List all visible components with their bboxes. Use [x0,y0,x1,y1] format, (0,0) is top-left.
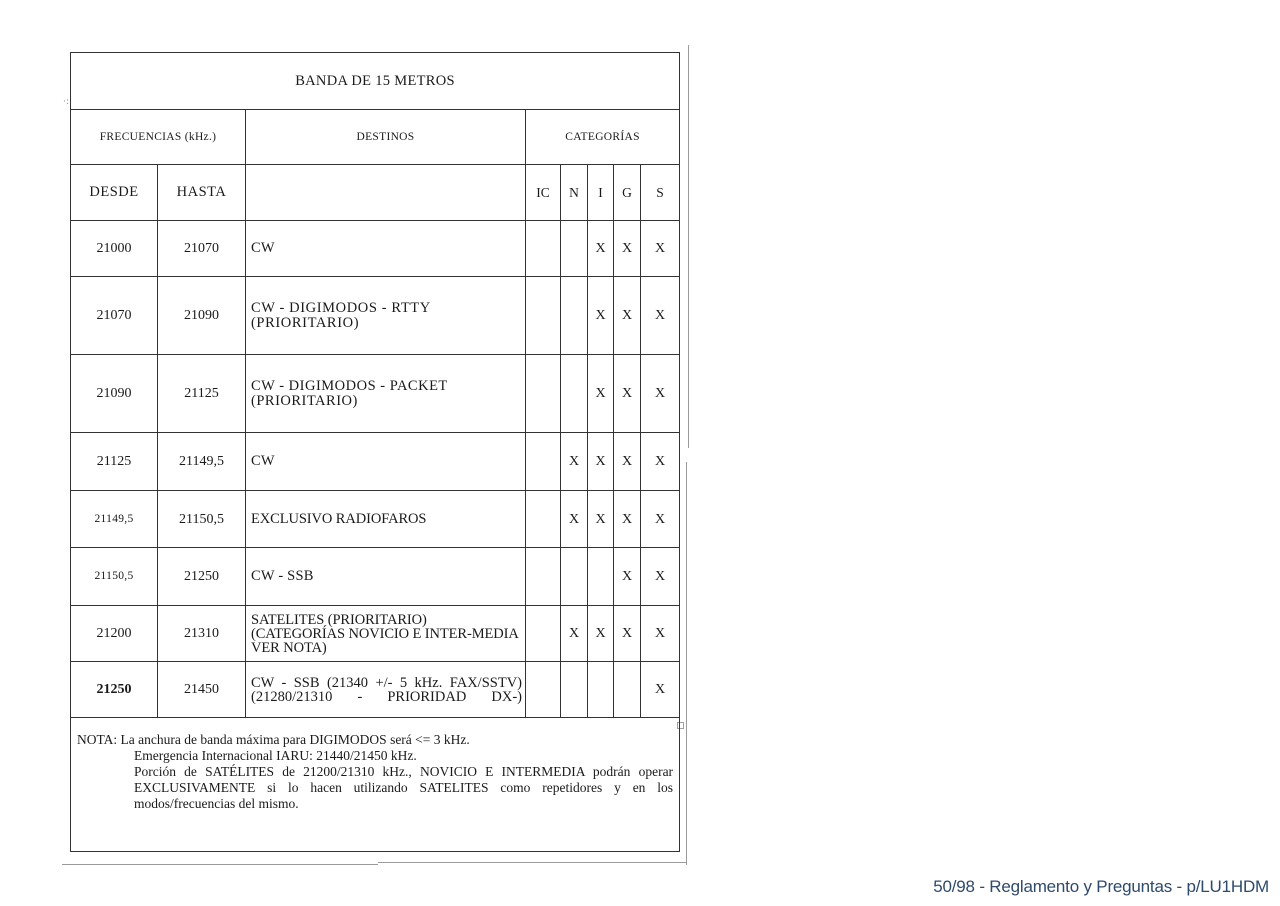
cell-i: X [588,277,614,355]
table-note [71,718,680,852]
cell-hasta: 21149,5 [158,433,246,491]
cell-desde: 21070 [71,277,158,355]
cell-g: X [614,355,641,433]
header-cat-ic: IC [526,165,561,221]
cell-ic [526,221,561,277]
cell-n [561,221,588,277]
page-edge-bottom-right [378,862,686,863]
cell-g: X [614,606,641,662]
cell-hasta: 21250 [158,548,246,606]
cell-s: X [641,355,680,433]
cell-ic [526,548,561,606]
cell-g: X [614,491,641,548]
cell-n [561,548,588,606]
cell-ic [526,277,561,355]
cell-n: X [561,433,588,491]
cell-ic [526,606,561,662]
cell-ic [526,433,561,491]
cell-i: X [588,355,614,433]
page-edge-bottom [62,864,378,865]
cell-ic [526,355,561,433]
header-cat-i: I [588,165,614,221]
cell-desde: 21150,5 [71,548,158,606]
header-cat-s: S [641,165,680,221]
cell-n [561,355,588,433]
cell-s: X [641,221,680,277]
note-line-3: Porción de SATÉLITES de 21200/21310 kHz., NOVICIO E INTERMEDIA podrán operar EXCLUSIVAMENTE si lo hacen utilizando SATELITES como repetidores y en los modos/frecuencias del mismo. [134,764,674,811]
header-cat-g: G [614,165,641,221]
cell-s: X [641,662,680,718]
page-edge-right [688,45,689,448]
cell-hasta: 21125 [158,355,246,433]
cell-g [614,662,641,718]
cell-s: X [641,491,680,548]
cell-desde: 21000 [71,221,158,277]
cell-i: X [588,221,614,277]
cell-destino: CW - SSB (21340 +/- 5 kHz. FAX/SSTV) (21280/21310 - PRIORIDAD DX-) [246,662,526,718]
cell-s: X [641,548,680,606]
header-cat-n: N [561,165,588,221]
cell-s: X [641,277,680,355]
cell-destino: SATELITES (PRIORITARIO) (CATEGORÍAS NOVICIO E INTER-MEDIA VER NOTA) [246,606,526,662]
cell-g: X [614,277,641,355]
cell-desde: 21090 [71,355,158,433]
cell-destino: EXCLUSIVO RADIOFAROS [246,491,526,548]
cell-n: X [561,606,588,662]
cell-hasta: 21450 [158,662,246,718]
cell-hasta: 21310 [158,606,246,662]
header-destinos-blank [246,165,526,221]
header-destinos: DESTINOS [246,110,526,165]
cell-hasta: 21070 [158,221,246,277]
cell-n [561,277,588,355]
cell-i: X [588,491,614,548]
table-row [71,548,680,606]
table-row [71,606,680,662]
cell-desde: 21200 [71,606,158,662]
cell-s: X [641,433,680,491]
cell-destino: CW - SSB [246,548,526,606]
header-categorias: CATEGORÍAS [526,110,680,165]
cell-s: X [641,606,680,662]
cell-destino: CW [246,221,526,277]
cell-desde: 21250 [71,662,158,718]
header-frecuencias: FRECUENCIAS (kHz.) [71,110,246,165]
header-desde: DESDE [71,165,158,221]
cell-g: X [614,433,641,491]
cell-hasta: 21150,5 [158,491,246,548]
table-move-marker: ·: [63,97,69,107]
cell-n: X [561,491,588,548]
cell-hasta: 21090 [158,277,246,355]
page-footer: 50/98 - Reglamento y Preguntas - p/LU1HDM [933,877,1269,896]
table-row [71,277,680,355]
cell-i [588,662,614,718]
header-hasta: HASTA [158,165,246,221]
note-line-2: Emergencia Internacional IARU: 21440/21450 kHz. [134,748,417,763]
cell-i: X [588,606,614,662]
cell-ic [526,491,561,548]
page-edge-right-lower [686,462,687,865]
cell-destino: CW - DIGIMODOS - RTTY (PRIORITARIO) [246,277,526,355]
band-table [70,52,680,852]
cell-desde: 21125 [71,433,158,491]
cell-g: X [614,548,641,606]
cell-n [561,662,588,718]
cell-i [588,548,614,606]
cell-destino: CW - DIGIMODOS - PACKET (PRIORITARIO) [246,355,526,433]
table-row [71,662,680,718]
table-row [71,355,680,433]
cell-desde: 21149,5 [71,491,158,548]
table-row [71,433,680,491]
cell-i: X [588,433,614,491]
cell-destino: CW [246,433,526,491]
table-row [71,491,680,548]
note-line-1: NOTA: La anchura de banda máxima para DIGIMODOS será <= 3 kHz. [77,732,470,747]
cell-ic [526,662,561,718]
table-row [71,221,680,277]
table-title: BANDA DE 15 METROS [71,53,680,110]
cell-g: X [614,221,641,277]
